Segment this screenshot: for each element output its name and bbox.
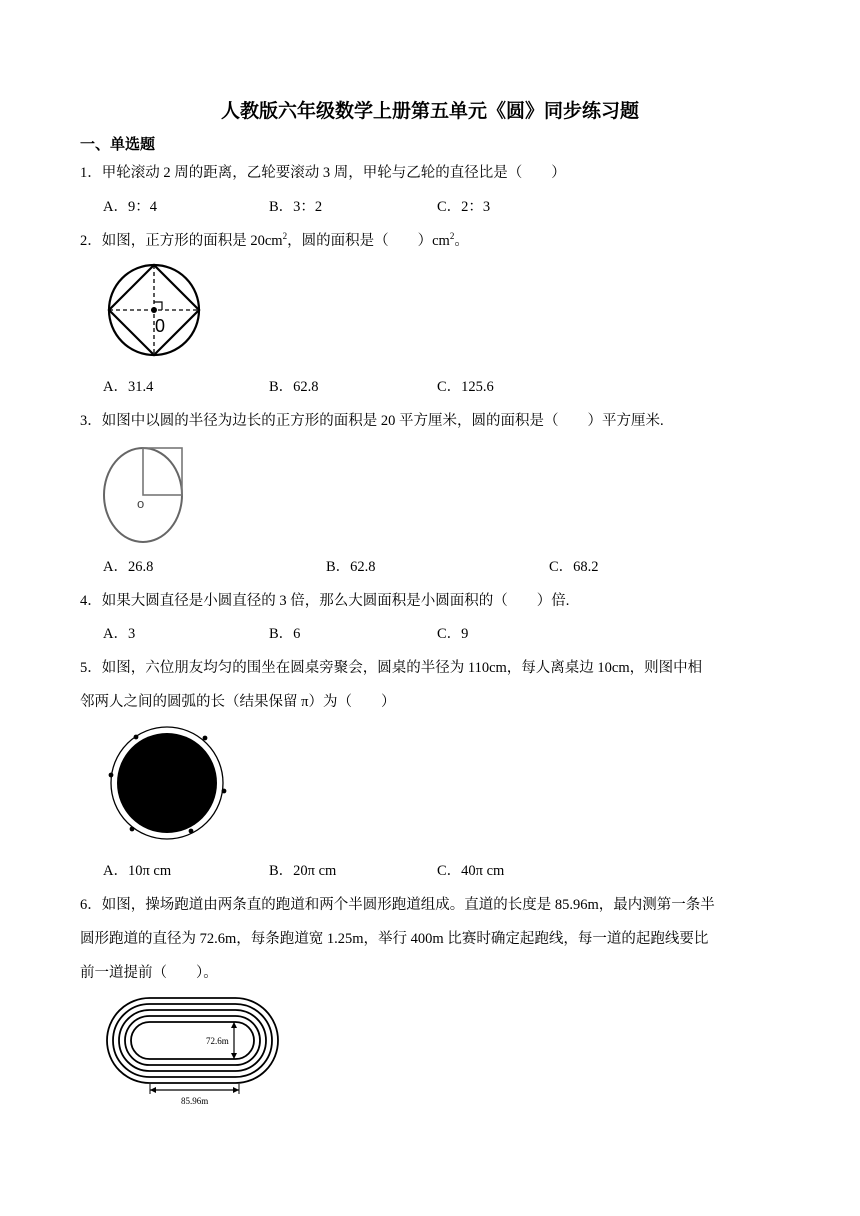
- question-3-text: 3．如图中以圆的半径为边长的正方形的面积是 20 平方厘米，圆的面积是（ ）平方厘米.: [80, 413, 664, 429]
- question-4-option-b[interactable]: B．6: [269, 626, 301, 642]
- question-6-figure: [106, 996, 286, 1106]
- question-6-text-line-3: 前一道提前（ ）。: [80, 965, 218, 981]
- question-4-text: 4．如果大圆直径是小圆直径的 3 倍，那么大圆面积是小圆面积的（ ）倍.: [80, 593, 570, 609]
- question-2-figure: [104, 263, 214, 363]
- question-2-option-b[interactable]: B．62.8: [269, 379, 319, 395]
- track-length-label: 85.96m: [181, 1096, 209, 1106]
- page-title: 人教版六年级数学上册第五单元《圆》同步练习题: [220, 100, 639, 122]
- question-3-option-c[interactable]: C．68.2: [549, 559, 599, 575]
- track-lanes: [107, 998, 278, 1083]
- question-5-option-b[interactable]: B．20π cm: [269, 863, 337, 879]
- question-3-option-a[interactable]: A．26.8: [103, 559, 154, 575]
- question-6-text-line-1: 6．如图，操场跑道由两条直的跑道和两个半圆形跑道组成。直道的长度是 85.96m，最内测第一条半: [80, 897, 715, 913]
- question-2-figure-label: 0: [155, 316, 166, 336]
- question-1-option-c[interactable]: C．2：3: [437, 199, 491, 215]
- question-1-text: 1．甲轮滚动 2 周的距离，乙轮要滚动 3 周，甲轮与乙轮的直径比是（ ）: [80, 165, 566, 181]
- question-5-figure: [105, 725, 235, 845]
- question-2-text: 2．如图，正方形的面积是 $20cm^2$，圆的面积是（ ）$cm^2$。: [80, 231, 469, 249]
- question-5-text-line-2: 邻两人之间的圆弧的长（结果保留 π）为（ ）: [80, 694, 396, 710]
- question-2-option-a[interactable]: A．31.4: [103, 379, 154, 395]
- question-3-figure-label: o: [137, 496, 145, 511]
- question-5-option-c[interactable]: C．40π cm: [437, 863, 505, 879]
- question-5-option-a[interactable]: A．10π cm: [103, 863, 172, 879]
- question-4-option-a[interactable]: A．3: [103, 626, 136, 642]
- question-3-option-b[interactable]: B．62.8: [326, 559, 376, 575]
- question-4-option-c[interactable]: C．9: [437, 626, 469, 642]
- question-2-option-c[interactable]: C．125.6: [437, 379, 494, 395]
- track-width-label: 72.6m: [206, 1036, 229, 1046]
- question-6-text-line-2: 圆形跑道的直径为 72.6m，每条跑道宽 1.25m，举行 400m 比赛时确定起跑线，每一道的起跑线要比: [80, 931, 709, 947]
- section-heading: 一、单选题: [80, 135, 156, 153]
- question-1-option-a[interactable]: A．9：4: [103, 199, 157, 215]
- question-1-option-b[interactable]: B．3：2: [269, 199, 323, 215]
- question-5-text-line-1: 5．如图，六位朋友均匀的围坐在圆桌旁聚会，圆桌的半径为 110cm，每人离桌边 10cm，则图中相: [80, 660, 703, 676]
- question-3-figure: [103, 443, 193, 543]
